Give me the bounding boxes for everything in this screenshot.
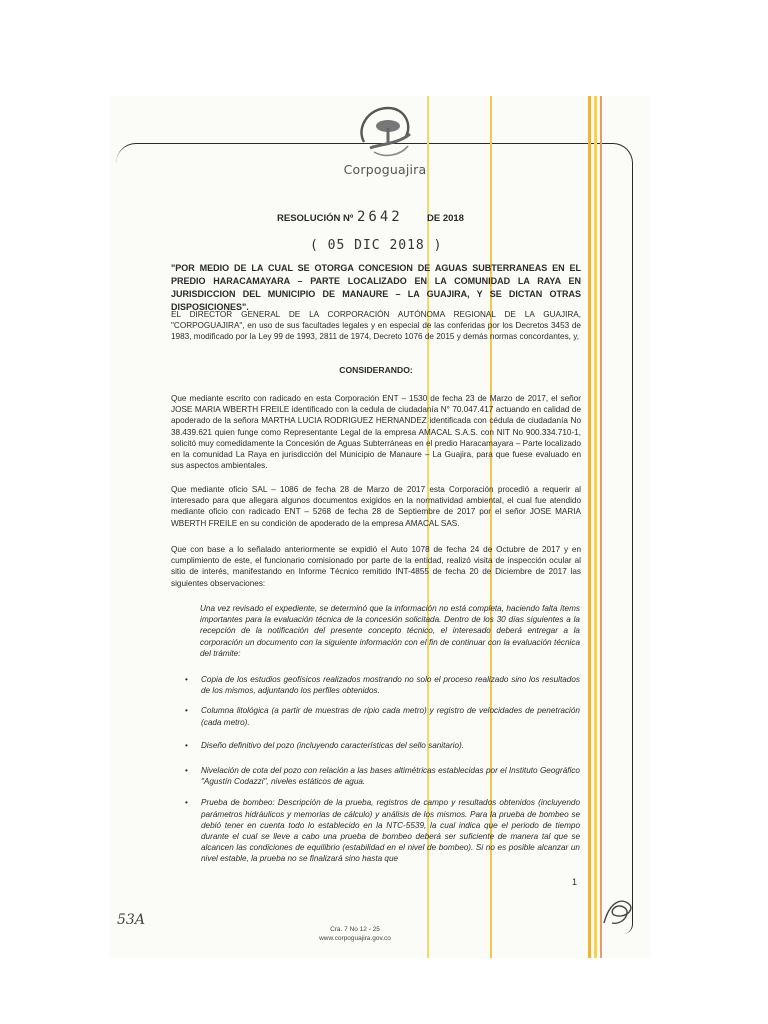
resolution-year: DE 2018 (427, 213, 464, 224)
footer-website: www.corpoguajira.gov.co (319, 935, 391, 942)
list-item-text: Prueba de bombeo: Descripción de la prueba, registros de campo y resultados obtenidos (incluyendo parámetros hidráulicos y memorias de cálculo) y análisis de los mismos. Para la prueba de bombeo se debió tener en cuenta todo lo establecido en la NTC-5539, la cual indica que el periodo de tiempo durante el cual se lleve a cabo una prueba de bombeo deberá ser suficiente de manera tal que se alcancen las condiciones de equilibrio (estabilidad en el nivel de bombeo). Si no es posible alcanzar un nivel estable, la prueba no se finalizará sino hasta que (201, 798, 580, 864)
page-footer (300, 925, 410, 943)
list-item-text: Nivelación de cota del pozo con relación a las bases altimétricas establecidas por el Instituto Geográfico "Agustín Codazzi", niveles estáticos de agua. (201, 766, 580, 787)
resolution-title: "POR MEDIO DE LA CUAL SE OTORGA CONCESION DE AGUAS SUBTERRANEAS EN EL PREDIO HARACAMAYARA – PARTE LOCALIZADO EN LA COMUNIDAD LA RAYA EN JURISDICCION DEL MUNICIPIO DE MANAURE – LA GUAJIRA, Y SE DICTAN OTRAS DISPOSICIONES". (171, 263, 581, 312)
paragraph: Que mediante escrito con radicado en esta Corporación ENT – 1530 de fecha 23 de Marzo de 2017, el señor JOSE MARIA WBERTH FREILE identificado con la cedula de ciudadanía N° 70.047.417 actuando en calidad de apoderado de la señora MARTHA LUCIA RODRIGUEZ HERNANDEZ identificada con cédula de ciudadanía No 38.439.621 quien funge como Representante Legal de la empresa AMACAL S.A.S. con NIT No 900.334.710-1, solicitó muy comedidamente la Concesión de Aguas Subterráneas en el predio Haracamayara – Parte localizado en la comunidad La Raya en jurisdicción del Municipio de Manaure – La Guajira, para que fuese evaluado en sus aspectos ambientales. (171, 394, 581, 471)
scan-line (594, 96, 597, 958)
list-item-text: Columna litológica (a partir de muestras de ripio cada metro) y registro de velocidades de penetración (cada metro). (201, 706, 580, 727)
technical-report-quote: Una vez revisado el expediente, se determinó que la información no está completa, haciendo falta ítems importantes para la evaluación técnica de la concesión solicitada. Dentro de los 30 días siguientes a la recepción de la notificación del presente concepto técnico, el interesado deberá entregar a la corporación un documento con la siguiente información con el fin de continuar con la evaluación técnica del trámite: (200, 604, 580, 658)
list-item (185, 674, 580, 696)
list-item-text: Diseño definitivo del pozo (incluyendo características del sello sanitario). (201, 740, 465, 750)
scan-line (588, 96, 591, 958)
list-item (185, 797, 580, 864)
tree-emblem-icon (350, 100, 420, 164)
paragraph: Que con base a lo señalado anteriormente se expidió el Auto 1078 de fecha 24 de Octubre de 2017 y en cumplimiento de este, el funcionario comisionado por parte de la entidad, realizó visita de inspección ocular al sitio de interés, manifestando en Informe Técnico remitido INT-4855 de fecha 20 de Diciembre de 2017 las siguientes observaciones: (171, 545, 581, 588)
scan-line (600, 96, 602, 958)
bullet-icon: • (185, 798, 188, 808)
bullet-icon: • (185, 706, 188, 716)
paragraph: Que mediante oficio SAL – 1086 de fecha 28 de Marzo de 2017 esta Corporación procedió a requerir al interesado para que allegara algunos documentos exigidos en la normatividad ambiental, el cual fue atendido mediante oficio con radicado ENT – 5268 de fecha 28 de Septiembre de 2017 por el señor JOSE MARIA WBERTH FREILE en su condición de apoderado de la empresa AMACAL SAS. (171, 485, 581, 528)
page-number: 1 (572, 877, 578, 887)
bullet-icon: • (185, 766, 188, 776)
bullet-icon: • (185, 675, 188, 684)
handwritten-initials: 53A (117, 912, 145, 928)
corpoguajira-logo (330, 100, 440, 192)
resolution-number: 2642 (357, 209, 403, 225)
list-item (185, 765, 580, 787)
list-item (185, 740, 580, 751)
date-stamp: ( 05 DIC 2018 ) (310, 238, 443, 253)
footer-address: Cra. 7 No 12 - 25 (330, 926, 380, 933)
list-item (185, 705, 580, 727)
list-item-text: Copia de los estudios geofísicos realizados mostrando no solo el proceso realizado sino los resultados de los mismos, adjuntando los perfiles obtenidos. (201, 675, 580, 696)
requirements-list (185, 674, 580, 865)
logo-wordmark: Corpoguajira (343, 162, 427, 177)
bullet-icon: • (185, 740, 188, 750)
considerando-heading: CONSIDERANDO: (339, 365, 413, 375)
resolution-label: RESOLUCIÓN Nº (277, 213, 354, 224)
signature-mark (600, 895, 636, 934)
intro-paragraph: EL DIRECTOR GENERAL DE LA CORPORACIÓN AUTÓNOMA REGIONAL DE LA GUAJIRA, "CORPOGUAJIRA", en uso de sus facultades legales y en especial de las conferidas por los Decretos 3453 de 1983, modificado por la Ley 99 de 1993, 2811 de 1974, Decreto 1076 de 2015 y demás normas concordantes, y, (171, 310, 581, 342)
